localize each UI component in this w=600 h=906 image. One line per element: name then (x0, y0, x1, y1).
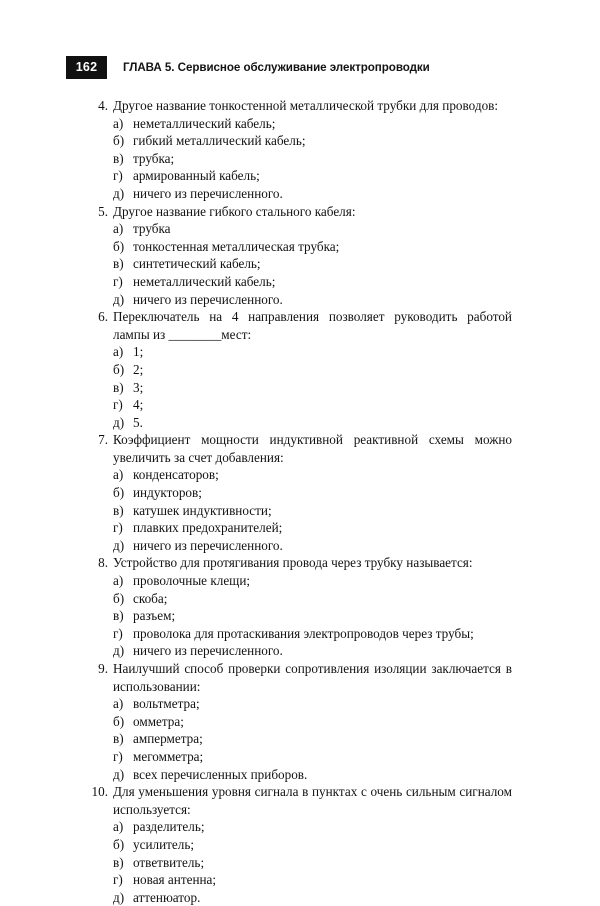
option-text: проволока для протаскивания электропроводов через трубы; (133, 625, 474, 641)
option-text: синтетический кабель; (133, 256, 261, 272)
question-item (88, 308, 512, 431)
answer-option[interactable] (113, 185, 512, 203)
option-text: скоба; (133, 590, 168, 606)
option-text: всех перечисленных приборов. (133, 766, 308, 782)
answer-option[interactable] (113, 625, 512, 643)
option-text: мегомметра; (133, 748, 204, 764)
question-number: 7. (98, 432, 108, 448)
chapter-title: ГЛАВА 5. Сервисное обслуживание электропроводки (123, 60, 430, 74)
answer-option[interactable] (113, 519, 512, 537)
option-letter: г) (113, 872, 123, 888)
answer-option[interactable] (113, 273, 512, 291)
option-text: ничего из перечисленного. (133, 291, 283, 307)
option-text: 2; (133, 361, 144, 377)
option-letter: г) (113, 625, 123, 641)
answer-option[interactable] (113, 871, 512, 889)
question-stem: Другое название тонкостенной металлической трубки для проводов: (113, 98, 499, 113)
answer-option[interactable] (113, 379, 512, 397)
answer-option[interactable] (113, 255, 512, 273)
answer-option-list (113, 115, 512, 203)
option-text: разделитель; (133, 819, 205, 835)
option-letter: а) (113, 696, 124, 712)
option-letter: д) (113, 643, 125, 659)
answer-option[interactable] (113, 889, 512, 906)
option-text: армированный кабель; (133, 168, 260, 184)
question-item (88, 783, 512, 906)
option-letter: г) (113, 520, 123, 536)
answer-option[interactable] (113, 291, 512, 309)
question-number: 6. (98, 309, 108, 325)
option-text: амперметра; (133, 731, 203, 747)
answer-option-list (113, 220, 512, 308)
option-letter: в) (113, 379, 124, 395)
option-text: вольтметра; (133, 696, 200, 712)
answer-option[interactable] (113, 502, 512, 520)
answer-option-list (113, 818, 512, 906)
option-text: усилитель; (133, 836, 195, 852)
option-letter: д) (113, 291, 125, 307)
answer-option[interactable] (113, 466, 512, 484)
option-letter: г) (113, 273, 123, 289)
answer-option[interactable] (113, 713, 512, 731)
option-letter: в) (113, 608, 124, 624)
question-stem: Для уменьшения уровня сигнала в пунктах с очень сильным сигналом используется: (113, 784, 512, 817)
option-letter: а) (113, 467, 124, 483)
option-text: 5. (133, 414, 143, 430)
option-text: неметаллический кабель; (133, 115, 276, 131)
question-stem: Другое название гибкого стального кабеля: (113, 203, 356, 219)
option-letter: д) (113, 537, 125, 553)
question-item (88, 97, 512, 203)
option-letter: а) (113, 344, 124, 360)
option-text: разъем; (133, 608, 176, 624)
answer-option[interactable] (113, 695, 512, 713)
option-text: катушек индуктивности; (133, 502, 272, 518)
question-number: 9. (98, 661, 108, 676)
option-letter: г) (113, 748, 123, 764)
question-item (88, 554, 512, 660)
answer-option-list (113, 695, 512, 783)
option-letter: г) (113, 168, 123, 184)
answer-option[interactable] (113, 484, 512, 502)
option-text: индукторов; (133, 485, 202, 501)
option-text: проволочные клещи; (133, 573, 251, 589)
question-number: 4. (98, 98, 108, 113)
option-text: гибкий металлический кабель; (133, 133, 306, 149)
option-letter: д) (113, 414, 125, 430)
page-number-badge: 162 (66, 56, 107, 79)
question-stem: Коэффициент мощности индуктивной реактивной схемы можно увеличить за счет добавления: (113, 432, 512, 465)
question-item (88, 431, 512, 554)
option-letter: д) (113, 889, 125, 905)
option-text: ответвитель; (133, 854, 205, 870)
answer-option[interactable] (113, 607, 512, 625)
answer-option-list (113, 343, 512, 431)
option-letter: б) (113, 485, 125, 501)
option-text: конденсаторов; (133, 467, 219, 483)
answer-option[interactable] (113, 167, 512, 185)
answer-option[interactable] (113, 238, 512, 256)
question-number: 8. (98, 555, 108, 571)
option-text: 1; (133, 344, 144, 360)
answer-option[interactable] (113, 361, 512, 379)
answer-option[interactable] (113, 730, 512, 748)
option-letter: б) (113, 713, 125, 729)
question-stem: Наилучший способ проверки сопротивления изоляции заключается в использовании: (113, 661, 512, 694)
option-letter: г) (113, 397, 123, 413)
option-text: аттенюатор. (133, 889, 201, 905)
option-text: трубка (133, 221, 171, 237)
option-text: ничего из перечисленного. (133, 643, 283, 659)
option-letter: б) (113, 836, 125, 852)
option-letter: а) (113, 573, 124, 589)
question-number: 5. (98, 203, 108, 219)
answer-option[interactable] (113, 854, 512, 872)
option-text: плавких предохранителей; (133, 520, 283, 536)
answer-option[interactable] (113, 343, 512, 361)
option-letter: д) (113, 185, 125, 201)
option-letter: а) (113, 221, 124, 237)
option-text: новая антенна; (133, 872, 217, 888)
option-text: тонкостенная металлическая трубка; (133, 238, 340, 254)
answer-option[interactable] (113, 115, 512, 133)
question-number: 10. (91, 784, 108, 800)
option-text: омметра; (133, 713, 184, 729)
option-letter: в) (113, 854, 124, 870)
answer-option[interactable] (113, 537, 512, 555)
question-stem: Переключатель на 4 направления позволяет руководить работой лампы из ________мест: (113, 309, 512, 342)
question-stem: Устройство для протягивания провода через трубку называется: (113, 555, 473, 571)
option-text: ничего из перечисленного. (133, 537, 283, 553)
option-text: ничего из перечисленного. (133, 185, 283, 201)
question-item (88, 203, 512, 309)
option-text: трубка; (133, 150, 175, 166)
answer-option[interactable] (113, 220, 512, 238)
question-list (88, 97, 512, 906)
option-text: неметаллический кабель; (133, 273, 276, 289)
option-letter: д) (113, 766, 125, 782)
answer-option[interactable] (113, 572, 512, 590)
running-header (66, 55, 526, 79)
answer-option[interactable] (113, 642, 512, 660)
option-letter: а) (113, 115, 124, 131)
option-letter: б) (113, 133, 125, 149)
answer-option[interactable] (113, 818, 512, 836)
answer-option-list (113, 572, 512, 660)
option-letter: б) (113, 238, 125, 254)
answer-option[interactable] (113, 150, 512, 168)
option-letter: а) (113, 819, 124, 835)
answer-option[interactable] (113, 748, 512, 766)
option-letter: в) (113, 731, 124, 747)
answer-option-list (113, 466, 512, 554)
option-letter: в) (113, 502, 124, 518)
answer-option[interactable] (113, 766, 512, 784)
answer-option[interactable] (113, 396, 512, 414)
answer-option[interactable] (113, 836, 512, 854)
option-letter: б) (113, 590, 125, 606)
option-letter: в) (113, 150, 124, 166)
question-item (88, 660, 512, 783)
option-text: 3; (133, 379, 144, 395)
option-letter: б) (113, 361, 125, 377)
answer-option[interactable] (113, 132, 512, 150)
answer-option[interactable] (113, 414, 512, 432)
option-text: 4; (133, 397, 144, 413)
answer-option[interactable] (113, 590, 512, 608)
option-letter: в) (113, 256, 124, 272)
